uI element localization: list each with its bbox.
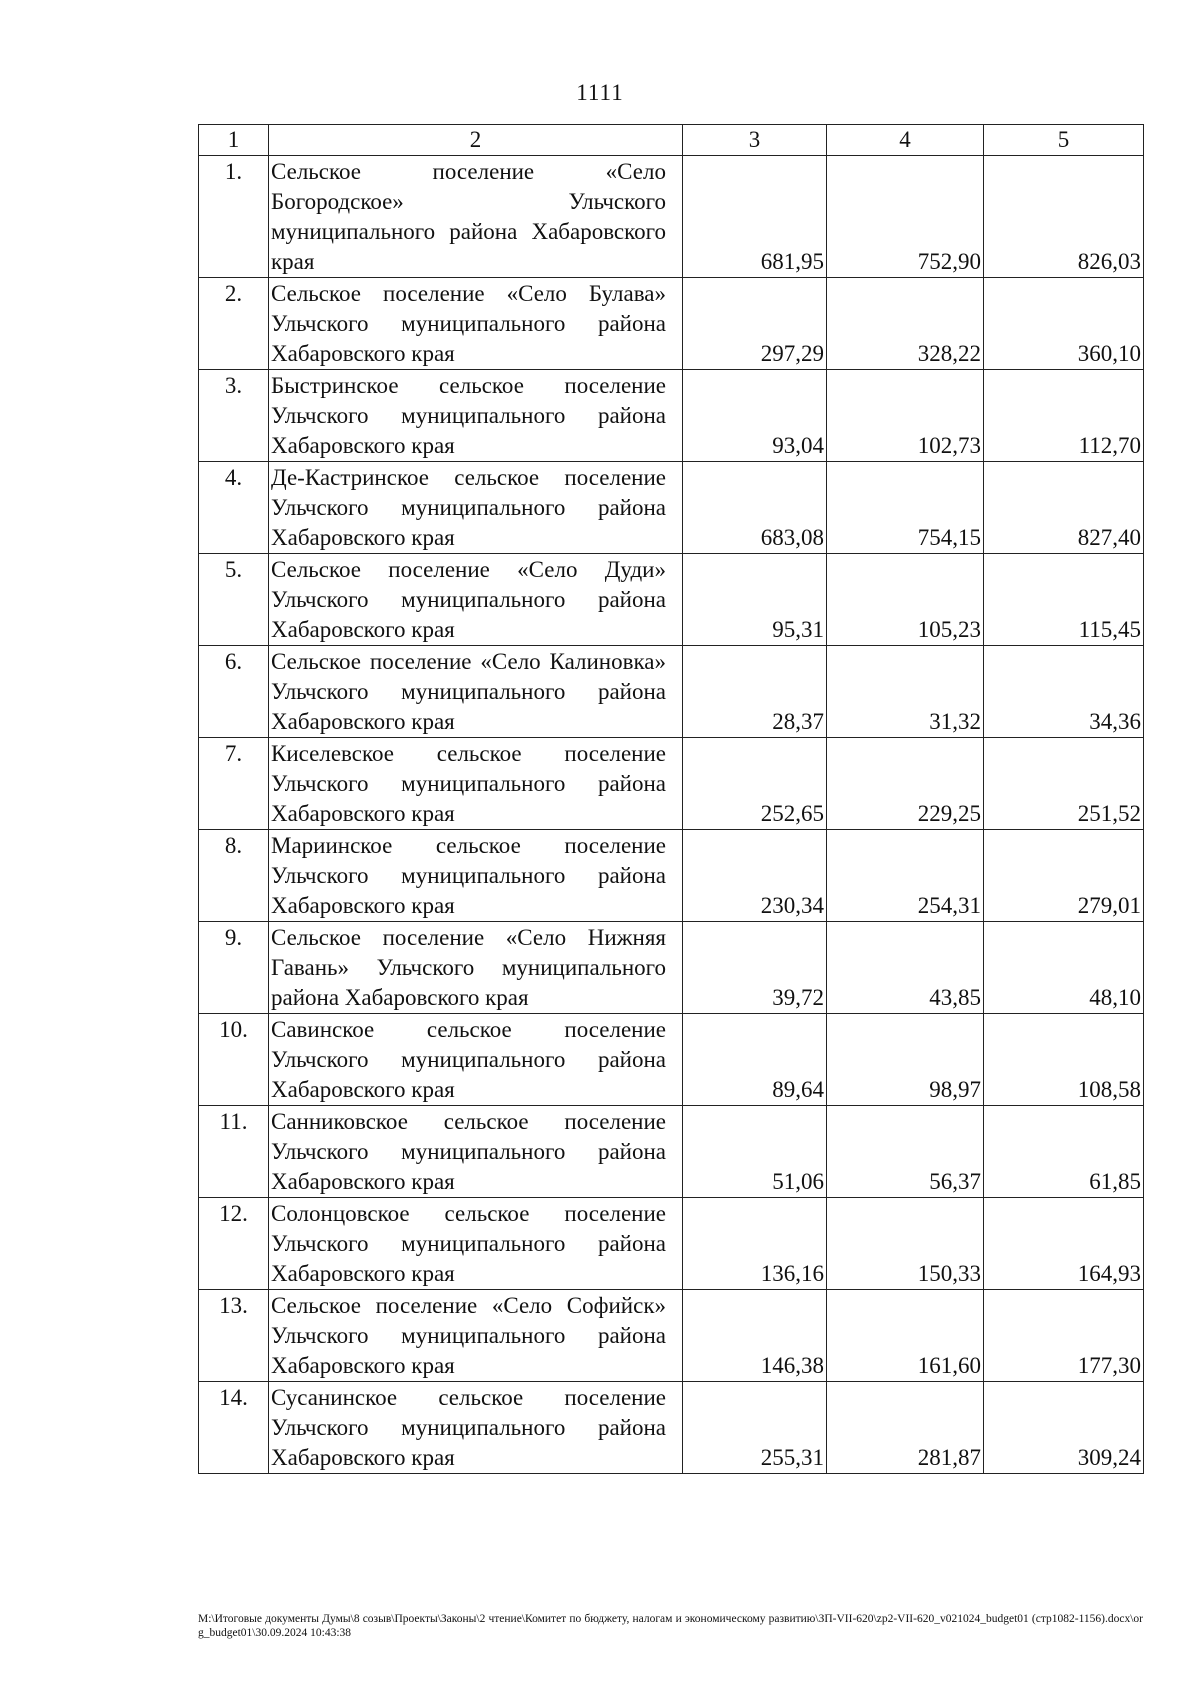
value-col-3: 681,95 [683,156,827,278]
value-col-5: 164,93 [984,1198,1144,1290]
header-col-5: 5 [984,125,1144,156]
table-header [199,125,1144,156]
budget-table [198,124,1144,1474]
row-number: 2. [199,278,269,370]
settlement-name: Сельское поселение «Село Богородское» Ульчского муниципального района Хабаровского края [269,156,683,278]
value-col-4: 105,23 [827,554,984,646]
value-col-5: 34,36 [984,646,1144,738]
file-path-footer: M:\Итоговые документы Думы\8 созыв\Проекты\Законы\2 чтение\Комитет по бюджету, налогам и экономическому развитию\ЗП-VII-620\zp2-VII-620_v021024_budget01 (стр1082-1156).docx\org_budget01\30.09.2024 10:43:38 [198,1613,1143,1639]
settlement-name: Сельское поселение «Село Софийск» Ульчского муниципального района Хабаровского края [269,1290,683,1382]
value-col-3: 93,04 [683,370,827,462]
table-row [199,922,1144,1014]
row-number: 7. [199,738,269,830]
table-body [199,156,1144,1474]
value-col-3: 297,29 [683,278,827,370]
value-col-3: 252,65 [683,738,827,830]
value-col-3: 89,64 [683,1014,827,1106]
value-col-5: 309,24 [984,1382,1144,1474]
row-number: 10. [199,1014,269,1106]
table-row [199,462,1144,554]
settlement-name: Де-Кастринское сельское поселение Ульчского муниципального района Хабаровского края [269,462,683,554]
table-row [199,554,1144,646]
value-col-5: 112,70 [984,370,1144,462]
row-number: 6. [199,646,269,738]
table-row [199,1014,1144,1106]
row-number: 9. [199,922,269,1014]
header-row [199,125,1144,156]
page-number: 1111 [576,80,624,105]
value-col-4: 229,25 [827,738,984,830]
budget-table-container [198,124,1143,1474]
value-col-3: 28,37 [683,646,827,738]
value-col-3: 683,08 [683,462,827,554]
settlement-name: Савинское сельское поселение Ульчского муниципального района Хабаровского края [269,1014,683,1106]
table-row [199,1198,1144,1290]
row-number: 12. [199,1198,269,1290]
value-col-5: 827,40 [984,462,1144,554]
settlement-name: Сельское поселение «Село Калиновка» Ульчского муниципального района Хабаровского края [269,646,683,738]
value-col-4: 31,32 [827,646,984,738]
table-row [199,646,1144,738]
table-row [199,278,1144,370]
value-col-4: 161,60 [827,1290,984,1382]
value-col-3: 230,34 [683,830,827,922]
row-number: 3. [199,370,269,462]
value-col-5: 48,10 [984,922,1144,1014]
value-col-4: 150,33 [827,1198,984,1290]
value-col-4: 43,85 [827,922,984,1014]
row-number: 13. [199,1290,269,1382]
settlement-name: Киселевское сельское поселение Ульчского муниципального района Хабаровского края [269,738,683,830]
value-col-3: 255,31 [683,1382,827,1474]
row-number: 5. [199,554,269,646]
table-row [199,1290,1144,1382]
header-col-3: 3 [683,125,827,156]
settlement-name: Быстринское сельское поселение Ульчского муниципального района Хабаровского края [269,370,683,462]
table-row [199,738,1144,830]
value-col-4: 254,31 [827,830,984,922]
value-col-3: 39,72 [683,922,827,1014]
settlement-name: Солонцовское сельское поселение Ульчского муниципального района Хабаровского края [269,1198,683,1290]
header-col-4: 4 [827,125,984,156]
value-col-3: 95,31 [683,554,827,646]
value-col-5: 826,03 [984,156,1144,278]
settlement-name: Сельское поселение «Село Булава» Ульчского муниципального района Хабаровского края [269,278,683,370]
table-row [199,370,1144,462]
table-row [199,830,1144,922]
settlement-name: Мариинское сельское поселение Ульчского муниципального района Хабаровского края [269,830,683,922]
table-row [199,156,1144,278]
value-col-5: 177,30 [984,1290,1144,1382]
header-col-2: 2 [269,125,683,156]
table-row [199,1106,1144,1198]
settlement-name: Сельское поселение «Село Нижняя Гавань» Ульчского муниципального района Хабаровского края [269,922,683,1014]
value-col-4: 281,87 [827,1382,984,1474]
settlement-name: Сусанинское сельское поселение Ульчского муниципального района Хабаровского края [269,1382,683,1474]
value-col-5: 360,10 [984,278,1144,370]
row-number: 11. [199,1106,269,1198]
header-col-1: 1 [199,125,269,156]
value-col-4: 328,22 [827,278,984,370]
value-col-3: 146,38 [683,1290,827,1382]
row-number: 14. [199,1382,269,1474]
settlement-name: Сельское поселение «Село Дуди» Ульчского муниципального района Хабаровского края [269,554,683,646]
value-col-5: 115,45 [984,554,1144,646]
settlement-name: Санниковское сельское поселение Ульчского муниципального района Хабаровского края [269,1106,683,1198]
row-number: 1. [199,156,269,278]
value-col-4: 98,97 [827,1014,984,1106]
value-col-5: 251,52 [984,738,1144,830]
table-row [199,1382,1144,1474]
row-number: 8. [199,830,269,922]
value-col-4: 752,90 [827,156,984,278]
value-col-5: 61,85 [984,1106,1144,1198]
value-col-5: 279,01 [984,830,1144,922]
value-col-4: 754,15 [827,462,984,554]
value-col-4: 56,37 [827,1106,984,1198]
value-col-3: 51,06 [683,1106,827,1198]
value-col-4: 102,73 [827,370,984,462]
row-number: 4. [199,462,269,554]
value-col-5: 108,58 [984,1014,1144,1106]
value-col-3: 136,16 [683,1198,827,1290]
